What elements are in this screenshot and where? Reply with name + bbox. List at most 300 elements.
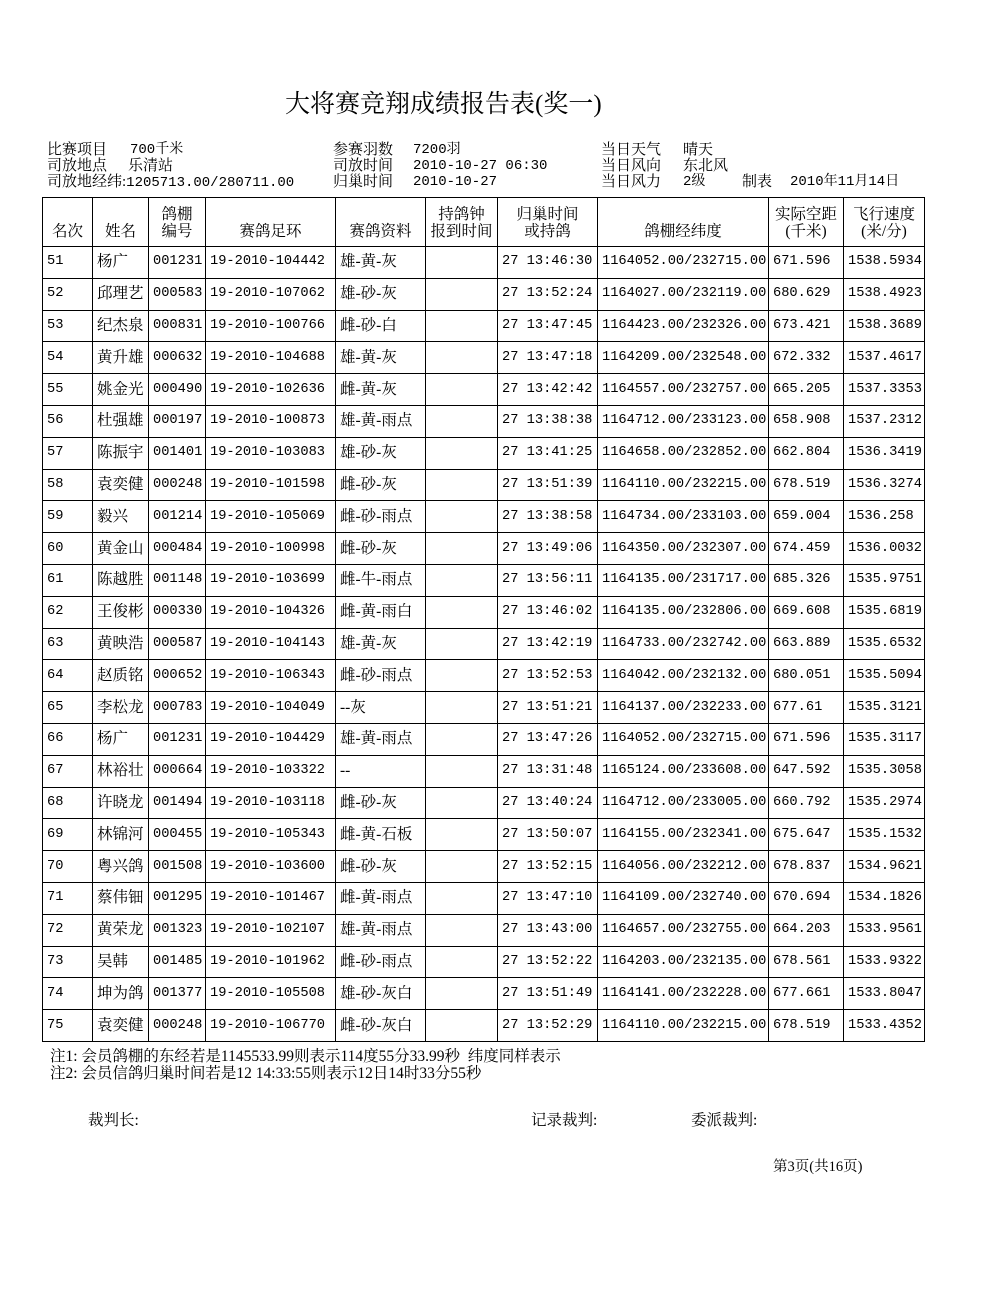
report-title: 大将赛竞翔成绩报告表(奖一) bbox=[285, 91, 602, 118]
cell-arrival-time: 27 13:47:26 bbox=[498, 723, 598, 755]
race-item-label: 比赛项目 bbox=[47, 142, 108, 158]
cell-distance: 674.459 bbox=[769, 533, 844, 565]
cell-speed: 1536.0032 bbox=[844, 533, 925, 565]
table-row bbox=[43, 247, 925, 279]
cell-ring: 19-2010-104143 bbox=[206, 628, 336, 660]
cell-speed: 1538.5934 bbox=[844, 247, 925, 279]
cell-pigeon-info: 雄-黄-灰 bbox=[336, 342, 426, 374]
cell-distance: 664.203 bbox=[769, 914, 844, 946]
cell-name: 袁奕健 bbox=[93, 469, 149, 501]
cell-name: 林裕壮 bbox=[93, 755, 149, 787]
cell-ring: 19-2010-100998 bbox=[206, 533, 336, 565]
cell-distance: 663.889 bbox=[769, 628, 844, 660]
cell-arrival-time: 27 13:50:07 bbox=[498, 819, 598, 851]
cell-clock-time bbox=[426, 755, 498, 787]
cell-distance: 678.561 bbox=[769, 946, 844, 978]
cell-ring: 19-2010-100766 bbox=[206, 310, 336, 342]
cell-name: 纪杰泉 bbox=[93, 310, 149, 342]
cell-rank: 75 bbox=[43, 1010, 93, 1042]
weather-value: 晴天 bbox=[683, 142, 714, 158]
cell-speed: 1535.2974 bbox=[844, 787, 925, 819]
cell-ring: 19-2010-103600 bbox=[206, 851, 336, 883]
entries-label: 参赛羽数 bbox=[333, 142, 394, 158]
cell-clock-time bbox=[426, 374, 498, 406]
cell-name: 坤为鸽 bbox=[93, 978, 149, 1010]
table-row bbox=[43, 978, 925, 1010]
cell-name: 杜强雄 bbox=[93, 405, 149, 437]
cell-pigeon-info: 雌-砂-灰 bbox=[336, 533, 426, 565]
cell-pigeon-info: 雌-砂-雨点 bbox=[336, 501, 426, 533]
cell-pigeon-info: 雄-砂-灰 bbox=[336, 437, 426, 469]
cell-name: 邱理艺 bbox=[93, 278, 149, 310]
cell-rank: 53 bbox=[43, 310, 93, 342]
cell-speed: 1534.1826 bbox=[844, 882, 925, 914]
cell-ring: 19-2010-104442 bbox=[206, 247, 336, 279]
cell-loft-coords: 1164052.00/232715.00 bbox=[598, 723, 769, 755]
cell-speed: 1537.4617 bbox=[844, 342, 925, 374]
cell-pigeon-info: 雌-黄-石板 bbox=[336, 819, 426, 851]
cell-name: 赵质铭 bbox=[93, 660, 149, 692]
cell-loft-coords: 1164712.00/233005.00 bbox=[598, 787, 769, 819]
cell-clock-time bbox=[426, 882, 498, 914]
cell-clock-time bbox=[426, 787, 498, 819]
note-1: 注1: 会员鸽棚的东经若是1145533.99则表示114度55分33.99秒 纬度同样表示 bbox=[50, 1048, 561, 1065]
cell-loft-coords: 1164203.00/232135.00 bbox=[598, 946, 769, 978]
cell-distance: 678.519 bbox=[769, 469, 844, 501]
cell-rank: 66 bbox=[43, 723, 93, 755]
cell-clock-time bbox=[426, 564, 498, 596]
wind-direction-label: 当日风向 bbox=[601, 158, 662, 174]
cell-loft-coords: 1164141.00/232228.00 bbox=[598, 978, 769, 1010]
cell-arrival-time: 27 13:38:38 bbox=[498, 405, 598, 437]
note-2: 注2: 会员信鸽归巢时间若是12 14:33:55则表示12日14时33分55秒 bbox=[50, 1065, 482, 1082]
cell-arrival-time: 27 13:47:18 bbox=[498, 342, 598, 374]
release-place-label: 司放地点 bbox=[47, 158, 108, 174]
table-body bbox=[43, 247, 925, 1042]
cell-loft-no: 001295 bbox=[149, 882, 206, 914]
cell-name: 陈振宇 bbox=[93, 437, 149, 469]
cell-loft-coords: 1164733.00/232742.00 bbox=[598, 628, 769, 660]
race-item-value: 700千米 bbox=[130, 142, 184, 158]
cell-loft-coords: 1164135.00/231717.00 bbox=[598, 564, 769, 596]
header-name: 姓名 bbox=[93, 198, 149, 247]
cell-clock-time bbox=[426, 596, 498, 628]
recording-referee-label: 记录裁判: bbox=[531, 1112, 598, 1129]
cell-pigeon-info: 雄-黄-雨点 bbox=[336, 723, 426, 755]
table-row bbox=[43, 342, 925, 374]
cell-arrival-time: 27 13:46:30 bbox=[498, 247, 598, 279]
cell-name: 许晓龙 bbox=[93, 787, 149, 819]
table-header-row bbox=[43, 198, 925, 247]
results-table bbox=[42, 197, 925, 1042]
cell-rank: 57 bbox=[43, 437, 93, 469]
cell-pigeon-info: --灰 bbox=[336, 692, 426, 724]
table-row bbox=[43, 596, 925, 628]
cell-loft-coords: 1164042.00/232132.00 bbox=[598, 660, 769, 692]
table-row bbox=[43, 882, 925, 914]
wind-force-label: 当日风力 bbox=[601, 174, 662, 190]
table-row bbox=[43, 469, 925, 501]
cell-speed: 1533.9322 bbox=[844, 946, 925, 978]
cell-speed: 1536.3419 bbox=[844, 437, 925, 469]
cell-loft-coords: 1164110.00/232215.00 bbox=[598, 469, 769, 501]
header-ring: 赛鸽足环 bbox=[206, 198, 336, 247]
table-row bbox=[43, 692, 925, 724]
cell-loft-no: 001401 bbox=[149, 437, 206, 469]
cell-arrival-time: 27 13:42:19 bbox=[498, 628, 598, 660]
cell-pigeon-info: 雌-砂-雨点 bbox=[336, 946, 426, 978]
cell-ring: 19-2010-104326 bbox=[206, 596, 336, 628]
table-row bbox=[43, 1010, 925, 1042]
cell-arrival-time: 27 13:52:15 bbox=[498, 851, 598, 883]
cell-loft-no: 001148 bbox=[149, 564, 206, 596]
page-number: 第3页(共16页) bbox=[773, 1159, 863, 1175]
cell-loft-no: 000587 bbox=[149, 628, 206, 660]
cell-speed: 1533.8047 bbox=[844, 978, 925, 1010]
cell-pigeon-info: 雌-砂-灰 bbox=[336, 851, 426, 883]
cell-pigeon-info: 雌-砂-灰白 bbox=[336, 1010, 426, 1042]
cell-pigeon-info: 雌-黄-灰 bbox=[336, 374, 426, 406]
cell-pigeon-info: 雌-砂-白 bbox=[336, 310, 426, 342]
cell-distance: 647.592 bbox=[769, 755, 844, 787]
cell-distance: 677.661 bbox=[769, 978, 844, 1010]
release-time-label: 司放时间 bbox=[333, 158, 394, 174]
cell-distance: 680.629 bbox=[769, 278, 844, 310]
table-row bbox=[43, 405, 925, 437]
cell-loft-coords: 1164052.00/232715.00 bbox=[598, 247, 769, 279]
cell-rank: 64 bbox=[43, 660, 93, 692]
header-clock-time: 持鸽钟 报到时间 bbox=[426, 198, 498, 247]
cell-loft-no: 001494 bbox=[149, 787, 206, 819]
entries-value: 7200羽 bbox=[413, 142, 461, 158]
cell-distance: 678.519 bbox=[769, 1010, 844, 1042]
cell-pigeon-info: 雄-砂-灰白 bbox=[336, 978, 426, 1010]
table-row bbox=[43, 437, 925, 469]
cell-ring: 19-2010-101467 bbox=[206, 882, 336, 914]
header-distance: 实际空距 (千米) bbox=[769, 198, 844, 247]
cell-speed: 1536.258 bbox=[844, 501, 925, 533]
prepared-date: 2010年11月14日 bbox=[790, 174, 900, 190]
weather-label: 当日天气 bbox=[601, 142, 662, 158]
table-row bbox=[43, 501, 925, 533]
cell-speed: 1533.9561 bbox=[844, 914, 925, 946]
cell-loft-coords: 1164056.00/232212.00 bbox=[598, 851, 769, 883]
cell-clock-time bbox=[426, 310, 498, 342]
cell-speed: 1535.6532 bbox=[844, 628, 925, 660]
cell-loft-no: 000632 bbox=[149, 342, 206, 374]
cell-name: 黄荣龙 bbox=[93, 914, 149, 946]
cell-loft-coords: 1164110.00/232215.00 bbox=[598, 1010, 769, 1042]
header-rank: 名次 bbox=[43, 198, 93, 247]
cell-rank: 69 bbox=[43, 819, 93, 851]
cell-arrival-time: 27 13:31:48 bbox=[498, 755, 598, 787]
cell-distance: 678.837 bbox=[769, 851, 844, 883]
cell-ring: 19-2010-106343 bbox=[206, 660, 336, 692]
cell-arrival-time: 27 13:51:49 bbox=[498, 978, 598, 1010]
table-row bbox=[43, 787, 925, 819]
cell-loft-no: 001214 bbox=[149, 501, 206, 533]
cell-pigeon-info: 雌-黄-雨点 bbox=[336, 882, 426, 914]
cell-loft-no: 000455 bbox=[149, 819, 206, 851]
cell-distance: 680.051 bbox=[769, 660, 844, 692]
cell-pigeon-info: 雄-黄-雨点 bbox=[336, 405, 426, 437]
cell-arrival-time: 27 13:38:58 bbox=[498, 501, 598, 533]
cell-rank: 74 bbox=[43, 978, 93, 1010]
cell-ring: 19-2010-101962 bbox=[206, 946, 336, 978]
cell-ring: 19-2010-104049 bbox=[206, 692, 336, 724]
cell-distance: 669.608 bbox=[769, 596, 844, 628]
release-place-value: 乐清站 bbox=[128, 158, 174, 174]
cell-loft-coords: 1164423.00/232326.00 bbox=[598, 310, 769, 342]
cell-ring: 19-2010-102636 bbox=[206, 374, 336, 406]
cell-ring: 19-2010-105069 bbox=[206, 501, 336, 533]
cell-speed: 1538.3689 bbox=[844, 310, 925, 342]
cell-speed: 1535.3121 bbox=[844, 692, 925, 724]
cell-rank: 52 bbox=[43, 278, 93, 310]
cell-loft-coords: 1165124.00/233608.00 bbox=[598, 755, 769, 787]
cell-ring: 19-2010-103118 bbox=[206, 787, 336, 819]
cell-clock-time bbox=[426, 1010, 498, 1042]
cell-rank: 58 bbox=[43, 469, 93, 501]
cell-ring: 19-2010-103322 bbox=[206, 755, 336, 787]
table-row bbox=[43, 310, 925, 342]
cell-rank: 63 bbox=[43, 628, 93, 660]
cell-pigeon-info: 雌-砂-灰 bbox=[336, 787, 426, 819]
cell-name: 粤兴鸽 bbox=[93, 851, 149, 883]
cell-distance: 660.792 bbox=[769, 787, 844, 819]
cell-loft-coords: 1164657.00/232755.00 bbox=[598, 914, 769, 946]
cell-loft-no: 000583 bbox=[149, 278, 206, 310]
cell-clock-time bbox=[426, 342, 498, 374]
cell-distance: 677.61 bbox=[769, 692, 844, 724]
cell-ring: 19-2010-104688 bbox=[206, 342, 336, 374]
cell-pigeon-info: 雄-黄-雨点 bbox=[336, 914, 426, 946]
cell-arrival-time: 27 13:49:06 bbox=[498, 533, 598, 565]
cell-rank: 51 bbox=[43, 247, 93, 279]
cell-name: 黄升雄 bbox=[93, 342, 149, 374]
cell-arrival-time: 27 13:41:25 bbox=[498, 437, 598, 469]
cell-name: 王俊彬 bbox=[93, 596, 149, 628]
cell-distance: 675.647 bbox=[769, 819, 844, 851]
cell-speed: 1537.3353 bbox=[844, 374, 925, 406]
header-pigeon-info: 赛鸽资料 bbox=[336, 198, 426, 247]
cell-speed: 1536.3274 bbox=[844, 469, 925, 501]
cell-name: 蔡伟钿 bbox=[93, 882, 149, 914]
cell-name: 林锦河 bbox=[93, 819, 149, 851]
cell-ring: 19-2010-102107 bbox=[206, 914, 336, 946]
cell-speed: 1535.3058 bbox=[844, 755, 925, 787]
cell-clock-time bbox=[426, 692, 498, 724]
return-time-label: 归巢时间 bbox=[333, 174, 394, 190]
cell-ring: 19-2010-107062 bbox=[206, 278, 336, 310]
cell-rank: 55 bbox=[43, 374, 93, 406]
header-speed: 飞行速度 (米/分) bbox=[844, 198, 925, 247]
release-coords bbox=[47, 174, 294, 191]
cell-loft-no: 001231 bbox=[149, 723, 206, 755]
table-row bbox=[43, 374, 925, 406]
cell-loft-no: 000652 bbox=[149, 660, 206, 692]
header-loft-no: 鸽棚 编号 bbox=[149, 198, 206, 247]
release-coords-value: 1205713.00/280711.00 bbox=[126, 175, 295, 191]
cell-loft-no: 000484 bbox=[149, 533, 206, 565]
cell-loft-no: 001231 bbox=[149, 247, 206, 279]
table-row bbox=[43, 819, 925, 851]
cell-distance: 672.332 bbox=[769, 342, 844, 374]
table-row bbox=[43, 723, 925, 755]
cell-pigeon-info: 雌-牛-雨点 bbox=[336, 564, 426, 596]
table-row bbox=[43, 755, 925, 787]
cell-ring: 19-2010-105343 bbox=[206, 819, 336, 851]
cell-arrival-time: 27 13:47:10 bbox=[498, 882, 598, 914]
cell-name: 杨广 bbox=[93, 723, 149, 755]
cell-loft-coords: 1164734.00/233103.00 bbox=[598, 501, 769, 533]
cell-loft-no: 000783 bbox=[149, 692, 206, 724]
cell-loft-coords: 1164155.00/232341.00 bbox=[598, 819, 769, 851]
cell-distance: 673.421 bbox=[769, 310, 844, 342]
cell-rank: 54 bbox=[43, 342, 93, 374]
cell-pigeon-info: 雄-砂-灰 bbox=[336, 278, 426, 310]
cell-loft-no: 001485 bbox=[149, 946, 206, 978]
cell-pigeon-info: 雄-黄-灰 bbox=[336, 247, 426, 279]
cell-rank: 71 bbox=[43, 882, 93, 914]
wind-force-value: 2级 bbox=[683, 174, 706, 190]
cell-speed: 1535.6819 bbox=[844, 596, 925, 628]
chief-referee-label: 裁判长: bbox=[88, 1112, 139, 1129]
cell-pigeon-info: 雌-砂-灰 bbox=[336, 469, 426, 501]
cell-speed: 1535.9751 bbox=[844, 564, 925, 596]
cell-clock-time bbox=[426, 660, 498, 692]
cell-rank: 72 bbox=[43, 914, 93, 946]
cell-pigeon-info: 雌-黄-雨白 bbox=[336, 596, 426, 628]
cell-arrival-time: 27 13:52:29 bbox=[498, 1010, 598, 1042]
cell-loft-no: 001377 bbox=[149, 978, 206, 1010]
wind-direction-value: 东北风 bbox=[683, 158, 729, 174]
cell-name: 袁奕健 bbox=[93, 1010, 149, 1042]
cell-arrival-time: 27 13:51:21 bbox=[498, 692, 598, 724]
cell-rank: 56 bbox=[43, 405, 93, 437]
cell-speed: 1538.4923 bbox=[844, 278, 925, 310]
cell-arrival-time: 27 13:52:53 bbox=[498, 660, 598, 692]
cell-loft-no: 000664 bbox=[149, 755, 206, 787]
cell-clock-time bbox=[426, 819, 498, 851]
table-row bbox=[43, 628, 925, 660]
cell-loft-coords: 1164350.00/232307.00 bbox=[598, 533, 769, 565]
release-coords-label: 司放地经纬: bbox=[47, 174, 127, 190]
cell-speed: 1537.2312 bbox=[844, 405, 925, 437]
cell-distance: 659.004 bbox=[769, 501, 844, 533]
cell-pigeon-info: 雌-砂-雨点 bbox=[336, 660, 426, 692]
cell-rank: 70 bbox=[43, 851, 93, 883]
cell-loft-coords: 1164658.00/232852.00 bbox=[598, 437, 769, 469]
cell-name: 李松龙 bbox=[93, 692, 149, 724]
cell-pigeon-info: 雄-黄-灰 bbox=[336, 628, 426, 660]
cell-rank: 60 bbox=[43, 533, 93, 565]
cell-clock-time bbox=[426, 469, 498, 501]
cell-loft-no: 000248 bbox=[149, 1010, 206, 1042]
cell-name: 黄金山 bbox=[93, 533, 149, 565]
prepared-label: 制表 bbox=[742, 174, 773, 190]
cell-loft-coords: 1164137.00/232233.00 bbox=[598, 692, 769, 724]
cell-speed: 1535.5094 bbox=[844, 660, 925, 692]
cell-rank: 67 bbox=[43, 755, 93, 787]
cell-name: 杨广 bbox=[93, 247, 149, 279]
return-time-value: 2010-10-27 bbox=[413, 174, 498, 190]
cell-rank: 61 bbox=[43, 564, 93, 596]
header-arrival-time: 归巢时间 或持鸽 bbox=[498, 198, 598, 247]
table-row bbox=[43, 660, 925, 692]
cell-loft-coords: 1164557.00/232757.00 bbox=[598, 374, 769, 406]
cell-ring: 19-2010-100873 bbox=[206, 405, 336, 437]
table-row bbox=[43, 914, 925, 946]
cell-ring: 19-2010-105508 bbox=[206, 978, 336, 1010]
cell-loft-coords: 1164027.00/232119.00 bbox=[598, 278, 769, 310]
cell-pigeon-info: -- bbox=[336, 755, 426, 787]
cell-arrival-time: 27 13:56:11 bbox=[498, 564, 598, 596]
cell-rank: 68 bbox=[43, 787, 93, 819]
header-loft-coords: 鸽棚经纬度 bbox=[598, 198, 769, 247]
cell-distance: 665.205 bbox=[769, 374, 844, 406]
cell-distance: 658.908 bbox=[769, 405, 844, 437]
cell-loft-no: 000490 bbox=[149, 374, 206, 406]
cell-speed: 1534.9621 bbox=[844, 851, 925, 883]
table-row bbox=[43, 278, 925, 310]
cell-rank: 62 bbox=[43, 596, 93, 628]
cell-clock-time bbox=[426, 405, 498, 437]
cell-ring: 19-2010-101598 bbox=[206, 469, 336, 501]
cell-arrival-time: 27 13:40:24 bbox=[498, 787, 598, 819]
cell-clock-time bbox=[426, 978, 498, 1010]
cell-arrival-time: 27 13:42:42 bbox=[498, 374, 598, 406]
cell-clock-time bbox=[426, 247, 498, 279]
cell-ring: 19-2010-104429 bbox=[206, 723, 336, 755]
cell-speed: 1535.3117 bbox=[844, 723, 925, 755]
cell-clock-time bbox=[426, 533, 498, 565]
cell-name: 吴韩 bbox=[93, 946, 149, 978]
cell-clock-time bbox=[426, 723, 498, 755]
cell-arrival-time: 27 13:51:39 bbox=[498, 469, 598, 501]
cell-distance: 662.804 bbox=[769, 437, 844, 469]
cell-rank: 65 bbox=[43, 692, 93, 724]
cell-loft-no: 000197 bbox=[149, 405, 206, 437]
cell-distance: 671.596 bbox=[769, 247, 844, 279]
cell-loft-no: 001323 bbox=[149, 914, 206, 946]
cell-clock-time bbox=[426, 914, 498, 946]
delegated-referee-label: 委派裁判: bbox=[691, 1112, 758, 1129]
cell-clock-time bbox=[426, 946, 498, 978]
cell-loft-no: 000831 bbox=[149, 310, 206, 342]
cell-ring: 19-2010-103083 bbox=[206, 437, 336, 469]
cell-arrival-time: 27 13:52:24 bbox=[498, 278, 598, 310]
table-row bbox=[43, 533, 925, 565]
table-row bbox=[43, 564, 925, 596]
cell-distance: 685.326 bbox=[769, 564, 844, 596]
cell-arrival-time: 27 13:47:45 bbox=[498, 310, 598, 342]
cell-rank: 59 bbox=[43, 501, 93, 533]
cell-name: 毅兴 bbox=[93, 501, 149, 533]
cell-distance: 670.694 bbox=[769, 882, 844, 914]
cell-name: 陈越胜 bbox=[93, 564, 149, 596]
cell-loft-coords: 1164109.00/232740.00 bbox=[598, 882, 769, 914]
cell-clock-time bbox=[426, 628, 498, 660]
cell-rank: 73 bbox=[43, 946, 93, 978]
cell-ring: 19-2010-103699 bbox=[206, 564, 336, 596]
cell-clock-time bbox=[426, 278, 498, 310]
cell-clock-time bbox=[426, 851, 498, 883]
cell-ring: 19-2010-106770 bbox=[206, 1010, 336, 1042]
table-row bbox=[43, 851, 925, 883]
cell-loft-no: 000248 bbox=[149, 469, 206, 501]
cell-loft-coords: 1164135.00/232806.00 bbox=[598, 596, 769, 628]
